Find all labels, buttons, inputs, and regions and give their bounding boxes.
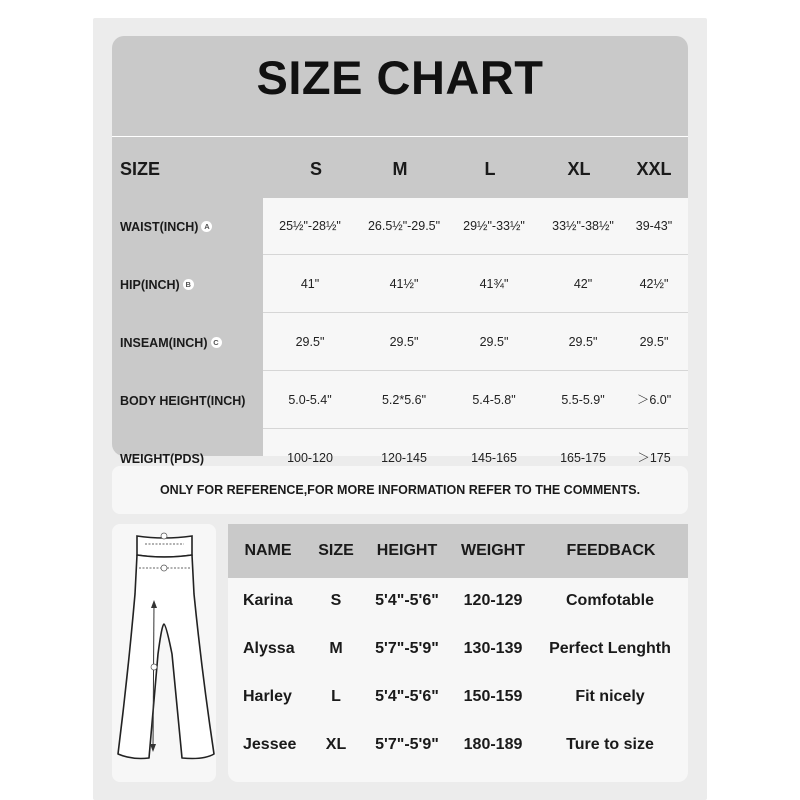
size-header-label: SIZE	[120, 159, 161, 179]
title-divider	[112, 136, 688, 137]
size-data-area	[263, 198, 688, 465]
pants-illustration-panel	[112, 524, 216, 782]
table-cell: Ture to size	[566, 736, 654, 753]
table-cell: 5.0-5.4"	[288, 393, 332, 407]
table-cell: 25½"-28½"	[279, 219, 341, 233]
size-col-s: S	[309, 159, 322, 179]
table-cell: 150-159	[463, 688, 523, 705]
table-cell: 41½"	[389, 277, 419, 291]
table-cell: 5'7"-5'9"	[375, 736, 439, 753]
table-cell: 29.5"	[295, 335, 325, 349]
table-cell: 5'4"-5'6"	[375, 592, 439, 609]
table-cell: Comfotable	[566, 592, 654, 609]
table-cell: Fit nicely	[575, 688, 645, 705]
size-col-xl: XL	[567, 159, 591, 179]
table-cell: 5.4-5.8"	[472, 393, 516, 407]
row-label-inseam	[112, 314, 263, 371]
table-cell: XL	[325, 736, 347, 753]
customer-feedback-panel	[228, 524, 688, 782]
table-row	[228, 577, 688, 625]
col-header-height: HEIGHT	[376, 542, 438, 559]
table-cell: 5'4"-5'6"	[375, 688, 439, 705]
table-row	[228, 625, 688, 673]
table-cell: 29½"-33½"	[463, 219, 525, 233]
col-header-name: NAME	[244, 542, 292, 559]
table-cell: L	[331, 688, 341, 705]
table-cell: ＞175	[637, 451, 671, 465]
table-row	[263, 314, 688, 371]
size-col-m: M	[392, 159, 408, 179]
row-label-text: HIP(INCH)	[120, 277, 180, 292]
table-cell: 5.2*5.6"	[381, 393, 427, 407]
table-row	[228, 721, 688, 769]
table-cell: 39-43"	[635, 219, 673, 233]
table-cell: 5'7"-5'9"	[375, 640, 439, 657]
table-cell: Jessee	[243, 736, 297, 753]
table-row	[263, 256, 688, 313]
table-row	[263, 198, 688, 255]
table-cell: 120-129	[463, 592, 523, 609]
table-cell: Perfect Lenghth	[549, 640, 671, 657]
table-cell: 26.5½"-29.5"	[367, 219, 441, 233]
table-cell: ＞6.0"	[636, 393, 672, 407]
badge-a-icon: A	[201, 221, 212, 232]
size-col-l: L	[484, 159, 496, 179]
row-label-waist	[112, 198, 263, 255]
table-cell: M	[329, 640, 343, 657]
table-cell: 42½"	[639, 277, 669, 291]
row-label-text: INSEAM(INCH)	[120, 335, 208, 350]
row-label-text: WAIST(INCH)	[120, 219, 199, 234]
table-cell: 33½"-38½"	[552, 219, 614, 233]
table-cell: Harley	[243, 688, 292, 705]
table-cell: 41"	[300, 277, 320, 291]
table-cell: 29.5"	[639, 335, 669, 349]
row-label-body-height	[112, 372, 263, 429]
size-header-row	[112, 140, 688, 198]
col-header-weight: WEIGHT	[461, 542, 525, 559]
table-cell: 120-145	[381, 451, 427, 465]
row-label-hip	[112, 256, 263, 313]
table-cell: 180-189	[463, 736, 523, 753]
table-cell: 5.5-5.9"	[561, 393, 605, 407]
table-row	[263, 372, 688, 429]
table-cell: 41¾"	[479, 277, 509, 291]
table-cell: Karina	[243, 592, 293, 609]
table-cell: 42"	[573, 277, 593, 291]
table-cell: 165-175	[560, 451, 606, 465]
feedback-header-row	[228, 524, 688, 578]
table-cell: 145-165	[471, 451, 517, 465]
col-header-size: SIZE	[318, 542, 354, 559]
badge-c-icon: C	[211, 337, 222, 348]
table-cell: 29.5"	[389, 335, 419, 349]
table-cell: S	[330, 592, 342, 609]
table-cell: 130-139	[463, 640, 523, 657]
table-row	[228, 673, 688, 721]
badge-b-icon: B	[183, 279, 194, 290]
table-cell: 29.5"	[568, 335, 598, 349]
table-cell: Alyssa	[243, 640, 295, 657]
size-col-xxl: XXL	[636, 159, 672, 179]
row-label-text: BODY HEIGHT(INCH)	[120, 393, 246, 408]
page-title: SIZE CHART	[256, 51, 544, 104]
wide-leg-pants-diagram-icon	[112, 524, 216, 782]
table-cell: 29.5"	[479, 335, 509, 349]
col-header-feedback: FEEDBACK	[566, 542, 656, 559]
table-cell: 100-120	[287, 451, 333, 465]
size-chart-panel	[112, 36, 688, 466]
row-label-text: WEIGHT(PDS)	[120, 451, 205, 466]
reference-note: ONLY FOR REFERENCE,FOR MORE INFORMATION REFER TO THE COMMENTS.	[112, 466, 688, 514]
